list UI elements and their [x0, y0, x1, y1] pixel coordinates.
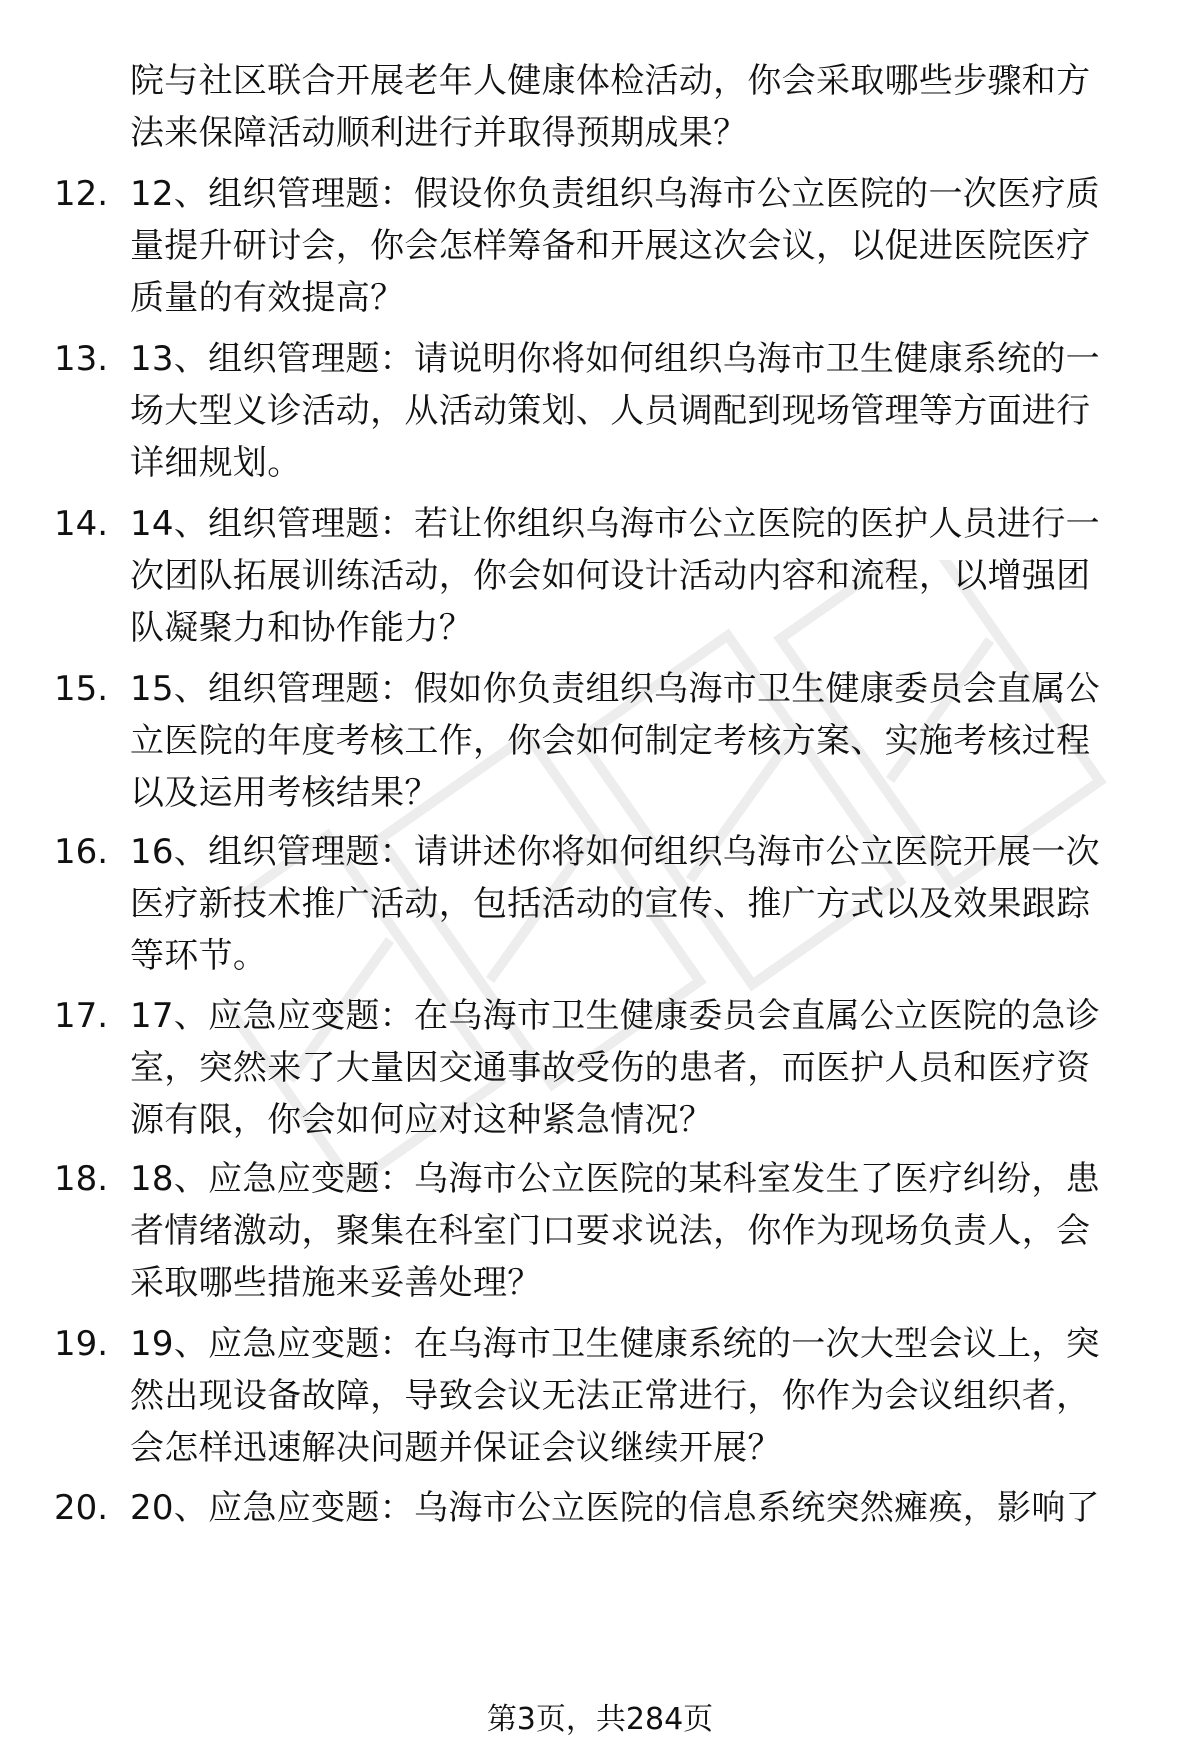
text-line: 队凝聚力和协作能力？ — [130, 608, 473, 648]
item-number: 20. — [54, 1488, 109, 1528]
item-text — [130, 1482, 1140, 1534]
item-text — [130, 168, 1140, 324]
text-line: 医疗新技术推广活动，包括活动的宣传、推广方式以及效果跟踪 — [130, 884, 1091, 924]
item-number: 16. — [54, 832, 109, 872]
page-footer — [0, 1700, 1200, 1740]
text-line: 18、应急应变题：乌海市公立医院的某科室发生了医疗纠纷，患 — [130, 1159, 1100, 1199]
item-text — [130, 663, 1140, 819]
text-line: 立医院的年度考核工作，你会如何制定考核方案、实施考核过程 — [130, 721, 1091, 761]
text-line: 19、应急应变题：在乌海市卫生健康系统的一次大型会议上，突 — [130, 1324, 1100, 1364]
text-line: 15、组织管理题：假如你负责组织乌海市卫生健康委员会直属公 — [130, 669, 1100, 709]
text-line: 16、组织管理题：请讲述你将如何组织乌海市公立医院开展一次 — [130, 832, 1100, 872]
item-text — [130, 990, 1140, 1146]
item-number: 15. — [54, 669, 109, 709]
text-line: 质量的有效提高？ — [130, 278, 405, 318]
text-line: 者情绪激动，聚集在科室门口要求说法，你作为现场负责人，会 — [130, 1211, 1091, 1251]
item-number: 14. — [54, 504, 109, 544]
intro-text — [130, 55, 1140, 159]
text-line: 13、组织管理题：请说明你将如何组织乌海市卫生健康系统的一 — [130, 339, 1100, 379]
item-number: 19. — [54, 1324, 109, 1364]
text-line: 17、应急应变题：在乌海市卫生健康委员会直属公立医院的急诊 — [130, 996, 1100, 1036]
text-line: 详细规划。 — [130, 443, 302, 483]
text-line: 以及运用考核结果？ — [130, 773, 439, 813]
item-text — [130, 1318, 1140, 1474]
text-line: 法来保障活动顺利进行并取得预期成果？ — [130, 113, 748, 153]
text-line: 等环节。 — [130, 936, 268, 976]
item-number: 12. — [54, 174, 109, 214]
text-line: 12、组织管理题：假设你负责组织乌海市公立医院的一次医疗质 — [130, 174, 1100, 214]
page-number-label: 第3页，共284页 — [486, 1702, 714, 1737]
text-line: 20、应急应变题：乌海市公立医院的信息系统突然瘫痪，影响了 — [130, 1488, 1100, 1528]
text-line: 量提升研讨会，你会怎样筹备和开展这次会议，以促进医院医疗 — [130, 226, 1091, 266]
text-line: 14、组织管理题：若让你组织乌海市公立医院的医护人员进行一 — [130, 504, 1100, 544]
text-line: 院与社区联合开展老年人健康体检活动，你会采取哪些步骤和方 — [130, 61, 1091, 101]
text-line: 次团队拓展训练活动，你会如何设计活动内容和流程，以增强团 — [130, 556, 1091, 596]
text-line: 室，突然来了大量因交通事故受伤的患者，而医护人员和医疗资 — [130, 1048, 1091, 1088]
item-text — [130, 498, 1140, 654]
item-text — [130, 1153, 1140, 1309]
text-line: 源有限，你会如何应对这种紧急情况？ — [130, 1100, 714, 1140]
item-number: 17. — [54, 996, 109, 1036]
text-line: 场大型义诊活动，从活动策划、人员调配到现场管理等方面进行 — [130, 391, 1091, 431]
item-number: 13. — [54, 339, 109, 379]
item-number: 18. — [54, 1159, 109, 1199]
text-line: 会怎样迅速解决问题并保证会议继续开展？ — [130, 1428, 782, 1468]
text-line: 然出现设备故障，导致会议无法正常进行，你作为会议组织者， — [130, 1376, 1091, 1416]
item-text — [130, 826, 1140, 982]
text-line: 采取哪些措施来妥善处理？ — [130, 1263, 542, 1303]
item-text — [130, 333, 1140, 489]
